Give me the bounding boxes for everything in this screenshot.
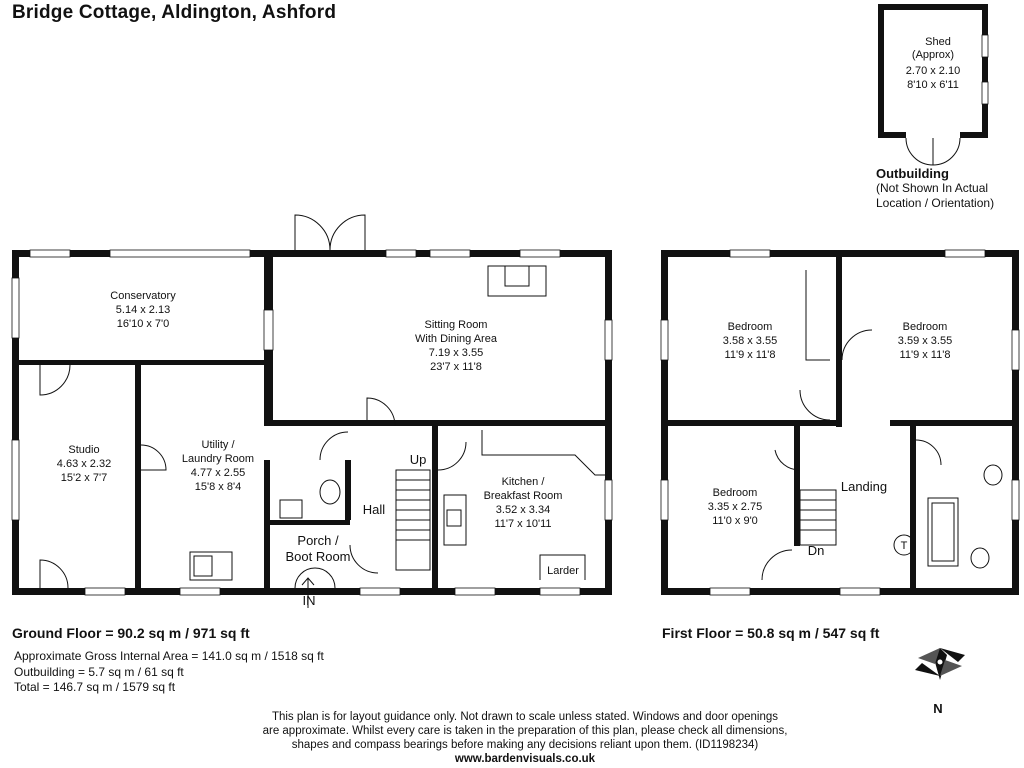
studio-label: Studio	[68, 444, 100, 456]
bedroom-1-label: Bedroom	[727, 321, 773, 333]
stairs-down-label: Dn	[807, 543, 825, 558]
bedroom-2-label: Bedroom	[902, 321, 948, 333]
conservatory-metric: 5.14 x 2.13	[115, 304, 171, 316]
sitting-room-imperial: 23'7 x 11'8	[430, 361, 482, 373]
conservatory-label: Conservatory	[110, 290, 176, 302]
kitchen-metric: 3.52 x 3.34	[495, 504, 551, 516]
bedroom-3-label: Bedroom	[712, 487, 758, 499]
utility-label: Utility /	[201, 439, 235, 451]
tank-label: T	[900, 540, 908, 552]
staircase-ground	[396, 470, 430, 570]
disclaimer-line-3: shapes and compass bearings before making any decisions reliant upon them. (ID1198234)	[291, 739, 759, 751]
outbuilding-note	[876, 166, 994, 211]
studio-imperial: 15'2 x 7'7	[60, 472, 108, 484]
kitchen-label-2: Breakfast Room	[483, 490, 563, 502]
shed-imperial: 8'10 x 6'11	[907, 79, 959, 91]
kitchen-label: Kitchen /	[501, 476, 545, 488]
total-area: Total = 146.7 sq m / 1579 sq ft	[14, 680, 176, 694]
compass-north-label: N	[933, 701, 943, 716]
utility-imperial: 15'8 x 8'4	[194, 481, 242, 493]
compass-rose	[915, 648, 965, 680]
porch-label-2: Boot Room	[285, 549, 351, 564]
hall-label: Hall	[362, 502, 386, 517]
bedroom-1-metric: 3.58 x 3.55	[722, 335, 778, 347]
stairs-up-label: Up	[409, 452, 427, 467]
outbuilding-area: Outbuilding = 5.7 sq m / 61 sq ft	[14, 664, 184, 679]
disclaimer-line-1: This plan is for layout guidance only. Not drawn to scale unless stated. Windows and door openings	[271, 711, 779, 723]
ground-floor-area: Ground Floor = 90.2 sq m / 971 sq ft	[12, 625, 250, 641]
bedroom-3-imperial: 11'0 x 9'0	[712, 515, 758, 527]
bedroom-3-metric: 3.35 x 2.75	[707, 501, 763, 513]
bedroom-2-imperial: 11'9 x 11'8	[899, 349, 951, 361]
area-summary	[14, 649, 324, 696]
plan-title: Bridge Cottage, Aldington, Ashford	[12, 2, 337, 23]
larder-label: Larder	[547, 565, 579, 577]
disclaimer	[240, 710, 810, 766]
shed-approx: (Approx)	[911, 49, 955, 61]
disclaimer-line-2: are approximate. Whilst every care is taken in the preparation of this plan, please check all dimensions,	[262, 725, 788, 737]
sitting-room-label: Sitting Room	[424, 319, 488, 331]
outbuilding-line-1: (Not Shown In Actual	[876, 181, 989, 195]
shed-metric: 2.70 x 2.10	[905, 65, 961, 77]
first-floor-area: First Floor = 50.8 sq m / 547 sq ft	[662, 625, 880, 641]
utility-metric: 4.77 x 2.55	[190, 467, 246, 479]
bedroom-1-imperial: 11'9 x 11'8	[724, 349, 776, 361]
utility-label-2: Laundry Room	[181, 453, 255, 465]
landing-label: Landing	[840, 479, 888, 494]
outbuilding-title: Outbuilding	[876, 166, 949, 181]
sitting-room-label-2: With Dining Area	[415, 333, 497, 345]
website-link[interactable]: www.bardenvisuals.co.uk	[454, 753, 596, 765]
bedroom-2-metric: 3.59 x 3.55	[897, 335, 953, 347]
first-floor-plan	[661, 250, 1019, 595]
kitchen-imperial: 11'7 x 10'11	[494, 518, 552, 530]
shed-label: Shed	[925, 36, 951, 48]
conservatory-imperial: 16'10 x 7'0	[116, 318, 170, 330]
porch-label: Porch /	[297, 533, 339, 548]
studio-metric: 4.63 x 2.32	[56, 458, 112, 470]
outbuilding-line-2: Location / Orientation)	[876, 196, 995, 210]
entrance-label: IN	[302, 593, 316, 608]
gross-area: Approximate Gross Internal Area = 141.0 sq m / 1518 sq ft	[14, 649, 324, 663]
sitting-room-metric: 7.19 x 3.55	[428, 347, 484, 359]
